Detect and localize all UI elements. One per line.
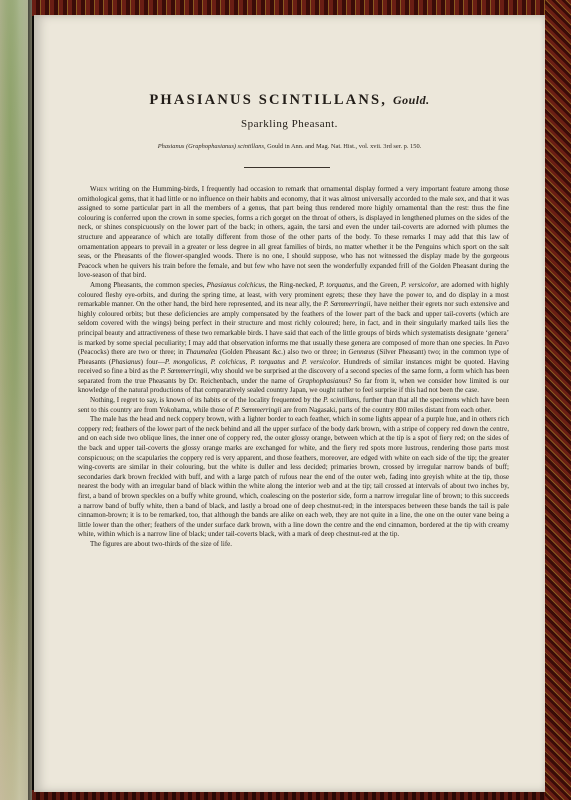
paragraph-text-segment: P. torquatus	[319, 280, 354, 289]
paragraph	[78, 396, 509, 415]
paragraph-text-segment: Phasianus colchicus	[206, 280, 265, 289]
paragraph-text-segment: P. scintillans	[323, 396, 360, 405]
citation-reference: Gould in Ann. and Mag. Nat. Hist., vol. xvii. 3rd ser. p. 150.	[267, 143, 422, 150]
paragraph-text-segment: writing on the Humming-birds, I frequently had occasion to remark that ornamental display formed a very important feature among those ornithological gems, that it had little or no influence on their habits and economy, that it was almost universally accorded to the male sex, and that it was assigned to some particular part in all the members of a genus, that part being thus rendered more highly ornamental than the rest: thus the fine colouring is conferred upon the crown in some species, forms a rich gorget on the throat of others, is displayed in lengthened plumes on the sides of the neck, or shines conspicuously on the lower part of the back; in others, again, the tarsi and even the under tail-coverts are adorned with plumes the structure and appearance of which are totally different from those of the other parts of the body. To these remarks I may add that this law of ornamentation appears to prevail in a greater or less degree in all great families of birds, no matter whether it be the Penguins which sport on the salt seas, or the Pheasants of the flower-spangled woods. There is no one, I should suppose, who has not witnessed the display made by the gorgeous Peacock when he quivers his train before the female, and but few who have not seen the wonderfully expanded frill of the Golden Pheasant during the love-season of that bird.	[78, 185, 509, 280]
species-title	[34, 92, 545, 109]
paragraph-text-segment: Thaumalea	[185, 348, 218, 357]
citation-species: scintillans,	[237, 143, 266, 150]
binding-edge-top	[32, 0, 545, 16]
species-name: PHASIANUS SCINTILLANS,	[149, 92, 388, 108]
paragraph-text-segment: P. Sœmmerringii	[323, 300, 371, 309]
paragraph-text-segment: (Peacocks) there are two or three; in	[78, 348, 186, 357]
paragraph	[78, 185, 509, 281]
paragraph-text-segment: Phasianus	[111, 357, 141, 366]
citation-subgenus: (Graphophasianus)	[186, 143, 237, 150]
paragraph-text-segment: , have neither their egrets nor such extensive and highly coloured orbits; but these deficiencies are amply compensated by the feathers of the lower part of the back and upper tail-coverts (which are seldom covered with the wings) being perfect in their structure and most richly coloured; here, in fact, and in their singularly marked tails lies the principal beauty and attractiveness of these two remarkable birds. I have said that each of the little groups of birds which systematists designate ‘genera’ is marked by some special peculiarity; I may add that observation informs me that usually these genera are composed of more than one species. In	[78, 300, 509, 347]
paragraph-text-segment: Gennæus	[348, 348, 375, 357]
paragraph-text-segment: , and the Green,	[353, 280, 402, 289]
paragraph-text-segment: and	[285, 357, 302, 366]
paragraph-text-segment: . Hundreds of similar instances might be quoted. Having received so fine a bird as the	[78, 357, 510, 376]
paragraph	[78, 540, 509, 550]
paragraph-text-segment: ? So far from it, when we consider how limited is our knowledge of the natural productions of that comparatively sealed country Japan, we ought rather to feel surprise if this had not been the case.	[78, 376, 509, 395]
citation	[34, 143, 545, 150]
citation-genus: Phasianus	[157, 143, 185, 150]
common-name: Sparkling Pheasant.	[241, 118, 338, 130]
paragraph	[78, 415, 509, 540]
paragraph-text-segment: Pavo	[494, 338, 509, 347]
paragraph-text-segment: The male has the head and neck coppery brown, with a lighter border to each feather, which in some lights appear of a purple hue, and in others rich coppery red; feathers of the lower part of the neck behind and all the upper surface of the body dark brown, with a stripe of coppery red down the centre, and on each side two oblique lines, the inner one of coppery red, the outer glossy orange, between which at the tip is a spot of fiery red; on the sides of the back and upper tail-coverts the glossy orange marks are exchanged for white, and the fiery red spots more lustrous, rendering those parts most conspicuous; on the scapularies the coppery red is very apparent, and those feathers, moreover, are edged with white on each side of the tip; the greater wing-coverts are similar in their colouring, but the white is duller and less decided; primaries brown, crossed by irregular narrow bands of buff; secondaries dark brown freckled with buff, and with a large patch of rufous near the end of the outer web, fading into greyish white at the tip, those nearest the body with an irregular band of black within the white along the interior web and at the tip; tail crossed at intervals of about two inches by, first, a band of brown speckles on a buffy white ground, which, coalescing on the posterior side, form a narrow irregular line of brown; to this succeeds a narrow band of buffy white, then a band of black, and lastly a broad one of deep chestnut-red; in the interspaces between these bands the tail is pale cinnamon-brown; it is to be remarked, too, that although the bands are alike on each web, they are not quite in a line, the one on the outer vane being a little lower than the other; feathers of the under surface dark brown, with a line down the centre and the end cinnamon, bordered at the tip with creamy white, within which is a narrow line of black; under tail-coverts black, with a mark of deep chestnut-red at the tip.	[78, 415, 509, 539]
paragraph-text-segment: (Golden Pheasant &c.) also two or three; in	[217, 348, 349, 357]
author-name: Gould.	[392, 93, 430, 107]
section-divider	[244, 167, 330, 168]
paragraph-text-segment: P. versicolor	[301, 357, 339, 366]
paragraph-text-segment: P. Sœmmerringii	[234, 405, 282, 414]
paragraph-text-segment: P. versicolor	[401, 280, 437, 289]
paragraph-text-segment: Nothing, I regret to say, is known of its habits or of the locality frequented by the	[90, 396, 324, 405]
article-body	[78, 185, 509, 550]
paragraph-text-segment: , further than that all the specimens which have been sent to this country are from Yokohama, while those of	[78, 396, 509, 414]
paragraph-text-segment: P. Sœmmerringii	[160, 367, 208, 376]
paragraph-text-segment: , why should we be surprised at the discovery of a second species of the same form, a form which has been separated from the true Pheasants by Dr. Reichenbach, under the name of	[78, 367, 510, 385]
paragraph-text-segment: Graphophasianus	[297, 376, 349, 385]
paragraph-text-segment: , the Ring-necked,	[264, 280, 320, 289]
paragraph-text-segment: Among Pheasants, the common species,	[90, 280, 207, 289]
paragraph-text-segment: , are adorned with highly coloured fleshy eye-orbits, and during the spring time, at least, with very prominent egrets; these they have the power to, and do display in a most remarkable manner. On the other hand, the bird here represented, and its near ally, the	[78, 280, 509, 309]
paragraph-text-segment: P. mongolicus, P. colchicus, P. torquatus	[164, 357, 286, 366]
paragraph-text-segment: When	[90, 185, 107, 193]
paragraph-text-segment: (Silver Pheasant) two; in the common type of Pheasants (	[78, 348, 509, 366]
binding-edge-right	[545, 0, 571, 800]
book-page	[34, 15, 545, 792]
paragraph-text-segment: ) four—	[140, 357, 165, 366]
paragraph-text-segment: are from Nagasaki, parts of the country 800 miles distant from each other.	[281, 405, 492, 414]
paragraph	[78, 281, 509, 396]
paragraph-text-segment: The figures are about two-thirds of the size of life.	[90, 539, 233, 548]
